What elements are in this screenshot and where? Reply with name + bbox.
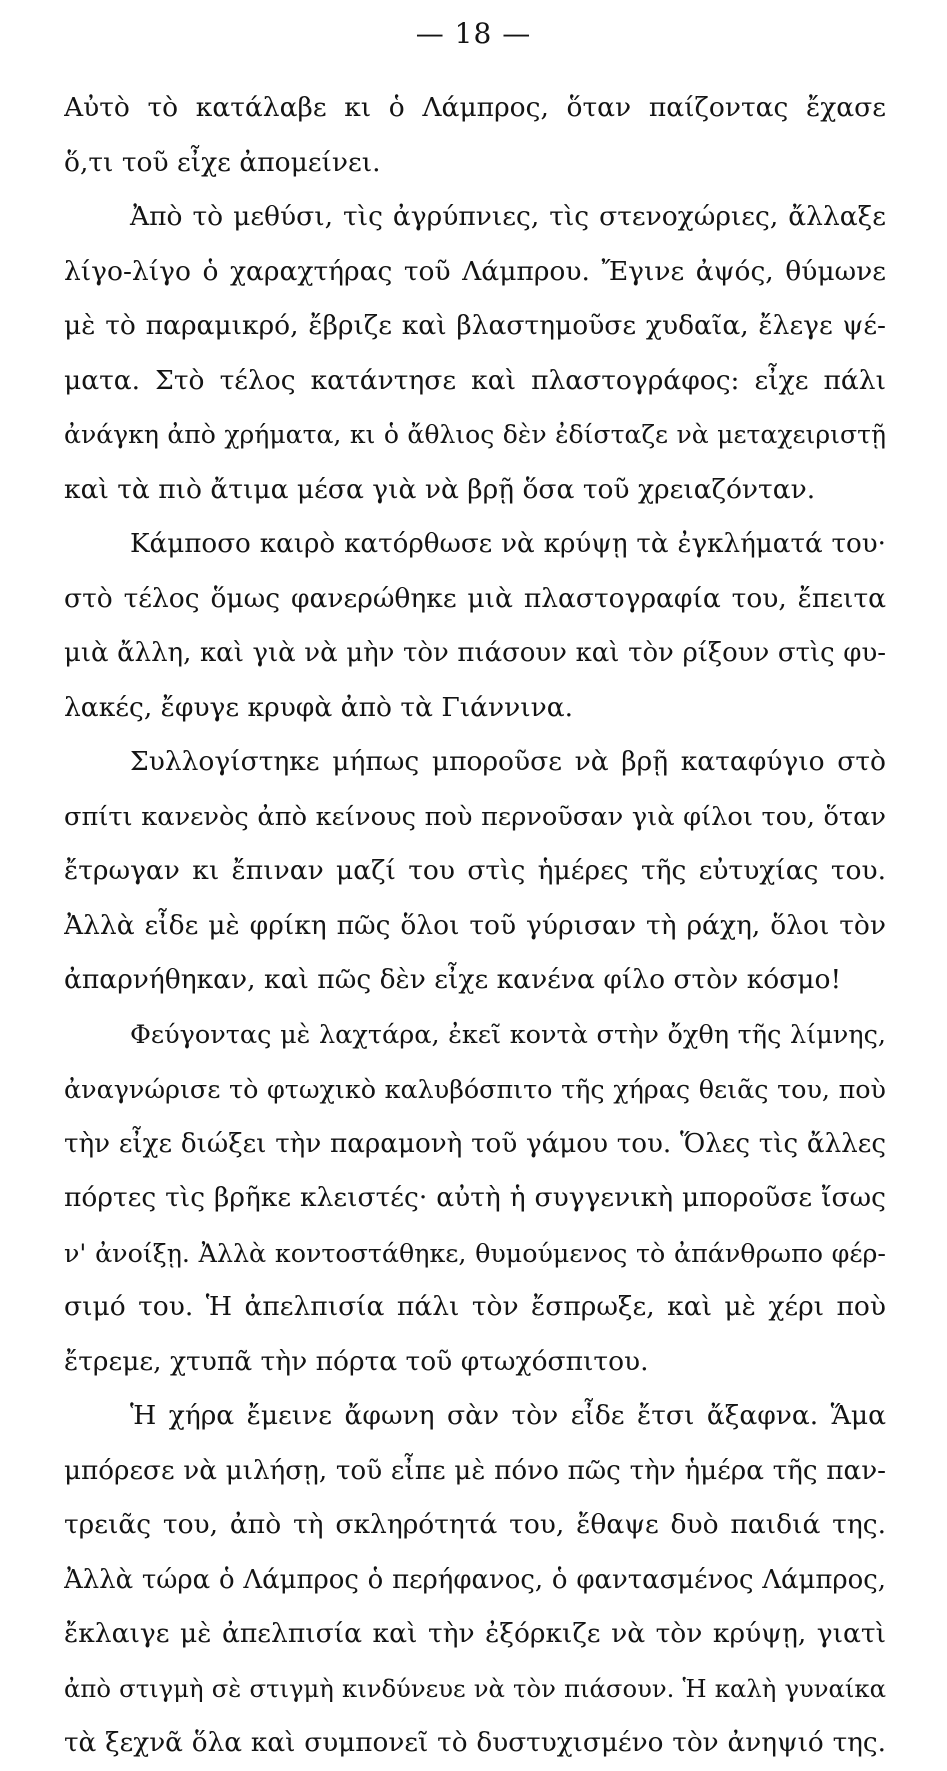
text-line: ὅ,τι τοῦ εἶχε ἀπομείνει. (64, 146, 381, 178)
text-line: Κάμποσο καιρὸ κατόρθωσε νὰ κρύψῃ τὰ ἐγκλήματά του· (130, 529, 886, 559)
text-line: Ἀλλὰ εἶδε μὲ φρίκη πῶς ὅλοι τοῦ γύρισαν τὴ ράχη, ὅλοι τὸν (64, 909, 886, 941)
text-line: πόρτες τὶς βρῆκε κλειστές· αὐτὴ ἡ συγγενικὴ μποροῦσε ἴσως (64, 1182, 886, 1213)
text-line: μπόρεσε νὰ μιλήσῃ, τοῦ εἶπε μὲ πόνο πῶς τὴν ἡμέρα τῆς παν- (64, 1455, 886, 1486)
text-line: Ἡ χήρα ἔμεινε ἄφωνη σὰν τὸν εἶδε ἔτσι ἄξαφνα. Ἅμα (130, 1400, 886, 1431)
page-number: — 18 — (415, 17, 532, 50)
text-line: τρειᾶς του, ἀπὸ τὴ σκληρότητά του, ἔθαψε δυὸ παιδιά της. (64, 1509, 886, 1540)
text-line: ἀπὸ στιγμὴ σὲ στιγμὴ κινδύνευε νὰ τὸν πιάσουν. Ἡ καλὴ γυναίκα (64, 1673, 886, 1703)
text-line: Συλλογίστηκε μήπως μποροῦσε νὰ βρῇ καταφύγιο στὸ (130, 746, 886, 777)
text-line: ματα. Στὸ τέλος κατάντησε καὶ πλαστογράφος: εἶχε πάλι (64, 364, 886, 396)
text-line: Ἀπὸ τὸ μεθύσι, τὶς ἀγρύπνιες, τὶς στενοχώριες, ἄλλαξε (130, 201, 886, 232)
text-line: Αὐτὸ τὸ κατάλαβε κι ὁ Λάμπρος, ὅταν παίζοντας ἔχασε (64, 92, 886, 123)
text-line: ἔτρωγαν κι ἔπιναν μαζί του στὶς ἡμέρες τῆς εὐτυχίας του. (64, 855, 886, 886)
text-line: λίγο-λίγο ὁ χαραχτήρας τοῦ Λάμπρου. Ἔγινε ἀψός, θύμωνε (64, 255, 886, 287)
text-line: μιὰ ἄλλη, καὶ γιὰ νὰ μὴν τὸν πιάσουν καὶ τὸν ρίξουν στὶς φυ- (64, 638, 886, 668)
text-line: ἀναγνώρισε τὸ φτωχικὸ καλυβόσπιτο τῆς χήρας θειᾶς του, ποὺ (64, 1074, 886, 1104)
text-line: τὴν εἶχε διώξει τὴν παραμονὴ τοῦ γάμου του. Ὅλες τὶς ἄλλες (64, 1128, 886, 1159)
text-line: σπίτι κανενὸς ἀπὸ κείνους ποὺ περνοῦσαν γιὰ φίλοι του, ὅταν (64, 801, 886, 832)
body-text (64, 81, 886, 1771)
text-line: μὲ τὸ παραμικρό, ἔβριζε καὶ βλαστημοῦσε χυδαῖα, ἔλεγε ψέ- (64, 310, 886, 341)
text-line: ἀνάγκη ἀπὸ χρήματα, κι ὁ ἄθλιος δὲν ἐδίσταζε νὰ μεταχειριστῇ (64, 420, 886, 449)
text-line: ἀπαρνήθηκαν, καὶ πῶς δὲν εἶχε κανένα φίλο στὸν κόσμο! (64, 964, 842, 995)
text-line: τὰ ξεχνᾶ ὅλα καὶ συμπονεῖ τὸ δυστυχισμένο τὸν ἀνηψιό της. (64, 1728, 886, 1758)
text-line: καὶ τὰ πιὸ ἄτιμα μέσα γιὰ νὰ βρῇ ὅσα τοῦ χρειαζόνταν. (64, 473, 816, 505)
text-line: Φεύγοντας μὲ λαχτάρα, ἐκεῖ κοντὰ στὴν ὄχθη τῆς λίμνης, (130, 1019, 886, 1050)
text-line: λακές, ἔφυγε κρυφὰ ἀπὸ τὰ Γιάννινα. (64, 691, 574, 723)
text-line: σιμό του. Ἡ ἀπελπισία πάλι τὸν ἔσπρωξε, καὶ μὲ χέρι ποὺ (64, 1291, 886, 1322)
text-line: Ἀλλὰ τώρα ὁ Λάμπρος ὁ περήφανος, ὁ φαντασμένος Λάμπρος, (64, 1564, 886, 1595)
text-line: ἔκλαιγε μὲ ἀπελπισία καὶ τὴν ἐξόρκιζε νὰ τὸν κρύψῃ, γιατὶ (64, 1618, 886, 1649)
text-line: στὸ τέλος ὅμως φανερώθηκε μιὰ πλαστογραφία του, ἔπειτα (64, 582, 886, 614)
text-line: ν' ἀνοίξῃ. Ἀλλὰ κοντοστάθηκε, θυμούμενος τὸ ἀπάνθρωπο φέρ- (64, 1237, 886, 1268)
text-line: ἔτρεμε, χτυπᾶ τὴν πόρτα τοῦ φτωχόσπιτου. (64, 1345, 649, 1377)
